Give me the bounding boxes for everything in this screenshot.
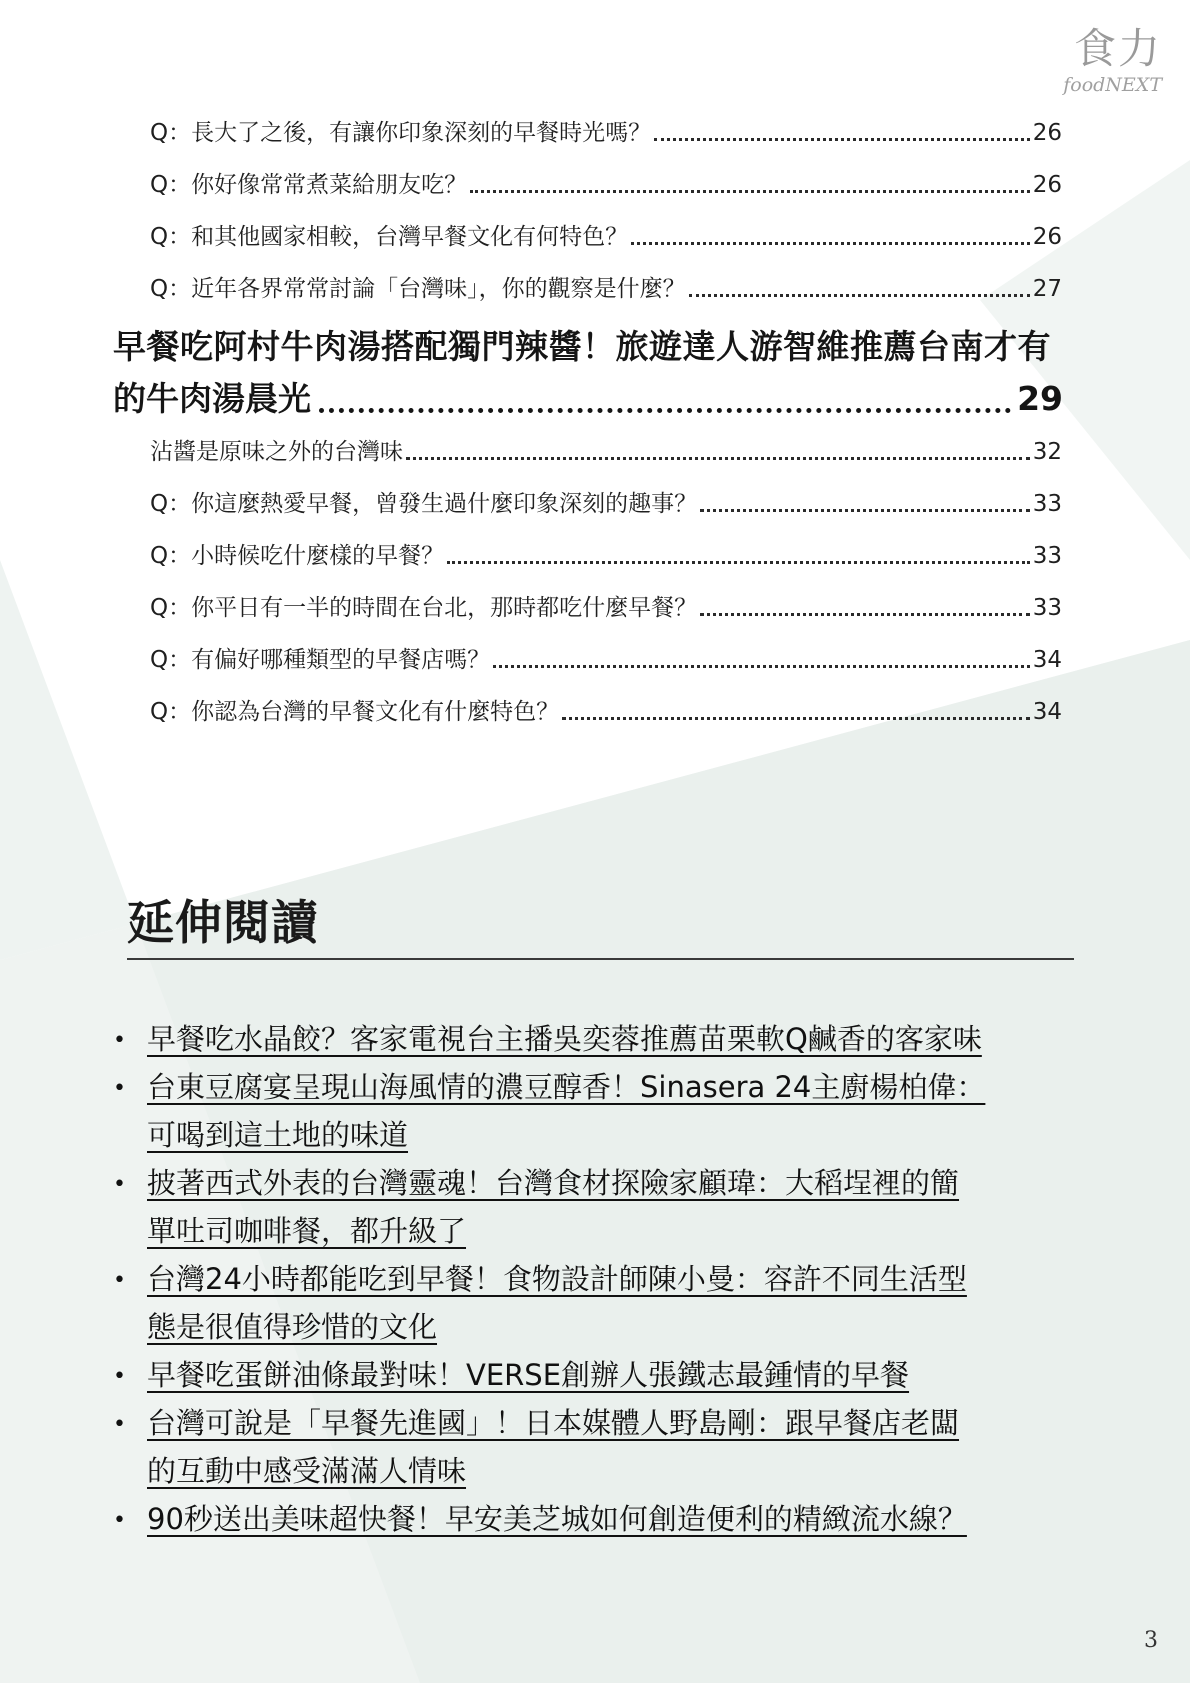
article-link[interactable] <box>147 1502 967 1536</box>
toc-entry-page: 27 <box>1032 276 1062 302</box>
toc-entry[interactable] <box>150 635 1062 675</box>
toc-entry[interactable] <box>150 212 1062 252</box>
article-link-line: 早餐吃蛋餅油條最對味！VERSE創辦人張鐵志最鍾情的早餐 <box>147 1358 910 1392</box>
toc-dot-leader <box>406 457 1030 460</box>
toc-entry[interactable] <box>150 687 1062 727</box>
bullet-icon: • <box>113 1076 126 1101</box>
bullet-icon: • <box>113 1508 126 1533</box>
toc-entry[interactable] <box>150 583 1062 623</box>
toc-entry-page: 34 <box>1032 647 1062 673</box>
toc-entry[interactable] <box>150 427 1062 467</box>
logo-english-text: foodNEXT <box>1063 74 1162 96</box>
toc-entry-text: Q：你這麼熱愛早餐，曾發生過什麼印象深刻的趣事？ <box>150 491 698 517</box>
article-link-line: 台灣24小時都能吃到早餐！食物設計師陳小曼：容許不同生活型 <box>147 1262 967 1296</box>
toc-dot-leader <box>493 665 1030 668</box>
toc-entry-text: Q：你平日有一半的時間在台北，那時都吃什麼早餐？ <box>150 595 698 621</box>
article-link[interactable] <box>147 1406 959 1488</box>
list-item <box>110 1159 1080 1255</box>
toc-entry-text: Q：長大了之後，有讓你印象深刻的早餐時光嗎？ <box>150 120 652 146</box>
bullet-icon: • <box>113 1172 126 1197</box>
bullet-icon: • <box>113 1268 126 1293</box>
toc-chapter-heading-line2-row <box>113 373 1063 425</box>
article-link[interactable] <box>147 1166 959 1248</box>
toc-entry[interactable] <box>150 479 1062 519</box>
foodnext-logo <box>1052 26 1162 98</box>
list-item <box>110 1063 1080 1159</box>
toc-entry-text: Q：你好像常常煮菜給朋友吃？ <box>150 172 468 198</box>
article-link-line: 台東豆腐宴呈現山海風情的濃豆醇香！Sinasera 24主廚楊柏偉： <box>147 1070 986 1104</box>
bullet-icon: • <box>113 1028 126 1053</box>
toc-dot-leader <box>447 561 1030 564</box>
toc-chapter-heading-line1: 早餐吃阿村牛肉湯搭配獨門辣醬！旅遊達人游智維推薦台南才有 <box>113 327 1051 366</box>
toc-dot-leader <box>319 408 1011 413</box>
toc-entry-page: 34 <box>1032 699 1062 725</box>
article-link-line: 早餐吃水晶餃？客家電視台主播吳奕蓉推薦苗栗軟Q鹹香的客家味 <box>147 1022 982 1056</box>
article-link-line: 態是很值得珍惜的文化 <box>147 1310 438 1344</box>
toc-entry-page: 33 <box>1032 491 1062 517</box>
toc-entry-page: 26 <box>1032 224 1062 250</box>
toc-dot-leader <box>700 509 1030 512</box>
toc-entry-page: 32 <box>1032 439 1062 465</box>
article-link[interactable] <box>147 1262 967 1344</box>
list-item <box>110 1255 1080 1351</box>
list-item <box>110 1495 1080 1543</box>
toc-chapter-heading-line2: 的牛肉湯晨光 <box>113 379 311 418</box>
toc-entry-text: Q：和其他國家相較，台灣早餐文化有何特色？ <box>150 224 629 250</box>
further-reading-list <box>110 1015 1080 1543</box>
toc-dot-leader <box>654 138 1030 141</box>
further-reading-title: 延伸閱讀 <box>127 896 319 951</box>
article-link-line: 單吐司咖啡餐，都升級了 <box>147 1214 467 1248</box>
toc-chapter-heading-page: 29 <box>1017 379 1063 418</box>
list-item <box>110 1015 1080 1063</box>
toc-entry[interactable] <box>150 531 1062 571</box>
list-item <box>110 1399 1080 1495</box>
toc-entry-text: Q：近年各界常常討論「台灣味」，你的觀察是什麼？ <box>150 276 686 302</box>
bullet-icon: • <box>113 1364 126 1389</box>
article-link[interactable] <box>147 1022 982 1056</box>
toc-entry-page: 26 <box>1032 120 1062 146</box>
article-link-line: 可喝到這土地的味道 <box>147 1118 409 1152</box>
toc-chapter-heading[interactable] <box>113 321 1063 425</box>
logo-chinese-text: 食力 <box>1073 24 1162 73</box>
toc-entry-page: 33 <box>1032 595 1062 621</box>
article-link[interactable] <box>147 1070 985 1152</box>
page-number: 3 <box>1144 1628 1158 1653</box>
list-item <box>110 1351 1080 1399</box>
toc-dot-leader <box>689 294 1030 297</box>
toc-entry[interactable] <box>150 108 1062 148</box>
toc-dot-leader <box>562 717 1030 720</box>
toc-dot-leader <box>631 242 1030 245</box>
section-divider <box>127 958 1074 960</box>
article-link-line: 台灣可說是「早餐先進國」！日本媒體人野島剛：跟早餐店老闆 <box>147 1406 960 1440</box>
toc-dot-leader <box>700 613 1030 616</box>
toc-entry-page: 26 <box>1032 172 1062 198</box>
toc-entry-text: 沾醬是原味之外的台灣味 <box>150 439 403 465</box>
article-link-line: 90秒送出美味超快餐！早安美芝城如何創造便利的精緻流水線？ <box>147 1502 967 1536</box>
bullet-icon: • <box>113 1412 126 1437</box>
toc-entry-text: Q：有偏好哪種類型的早餐店嗎？ <box>150 647 491 673</box>
article-link-line: 披著西式外表的台灣靈魂！台灣食材探險家顧瑋：大稻埕裡的簡 <box>147 1166 960 1200</box>
toc-dot-leader <box>470 190 1030 193</box>
toc-entry[interactable] <box>150 264 1062 304</box>
toc-entry-page: 33 <box>1032 543 1062 569</box>
article-link[interactable] <box>147 1358 909 1392</box>
toc-entry[interactable] <box>150 160 1062 200</box>
toc-entry-text: Q：你認為台灣的早餐文化有什麼特色？ <box>150 699 560 725</box>
toc-entry-text: Q：小時候吃什麼樣的早餐？ <box>150 543 445 569</box>
article-link-line: 的互動中感受滿滿人情味 <box>147 1454 467 1488</box>
